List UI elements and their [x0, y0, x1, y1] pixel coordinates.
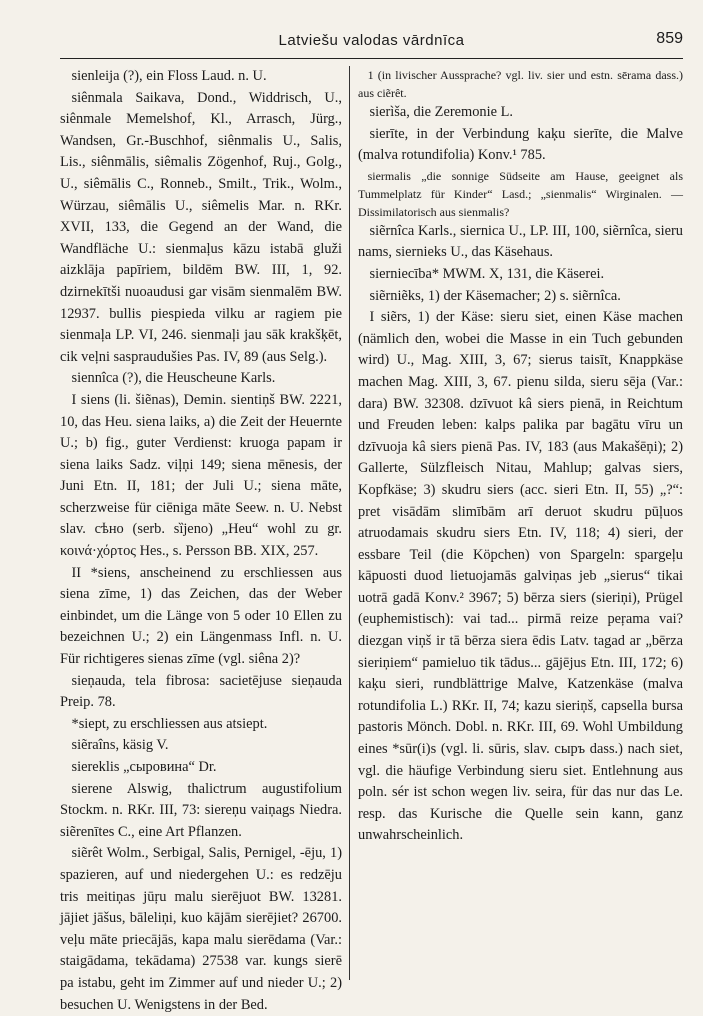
entry-siers: I siẽrs, 1) der Käse: sieru siet, einen Käse machen (nämlich den, wobei die Masse in ein Tuch gebunden wird) U., Mag. XIII, 3, 67; sierus taisīt, Knappkäse machen Mag. XIII, 3, 67. pienu silda, sieru sēja (Var.: dara) BW. 32308. dzīvuot kâ siers pienā, in Reichtum und Freuden leben: kalps palika par bagātu vīru un dzīvuoja kâ siers pienā Pas. IV, 183 (aus Makašēņi); 2) Gallerte, Sülzfleisch Nitau, Mahlup; galvas siers, Kopfkäse; 3) skudru siers (acc. sieri Etn. II, 55) „?“: pret visādām slimībām arī deruot skudru pūļuos atruodamais skudru siers Etn. IV, 118; 4) sieri, der essbare Teil (die Köpchen) von Spargeln: spargeļu kāpuosti duod lietuojamās galviņas jeb „sierus“ tikai uotrā gadā Konv.² 3967; 5) bērza siers (sieriņi), Prügel (euphemistisch): vai tad... pirmā reize peŗama vai? diezgan viņš ir tā bērza siera ēdis Latv. tagad ar „bērza sieriņiem“ pamieluo tik tādus... gājējus Etn. III, 172; 6) kaķu sieri, rundblättrige Malve, Katzenkäse (malva rotundifolia L.) RKr. II, 74; kazu sieriņš, capsella bursa pastoris Mönch. Dobl. n. RKr. III, 69. Wohl Umbildung eines *sūr(i)s (vgl. li. sūris, slav. сыръ dass.) nach siet, vgl. die häufige Verbindung sieru siet. Entlehnung aus poln. sér ist schon wegen liv. seira, für das nur das Le. resp. das Kurische die Quelle sein kann, ganz unwahrscheinlich.	[358, 309, 683, 844]
running-title: Latviešu valodas vārdnīca	[278, 32, 465, 49]
entry-sienauda: sieņauda, tela fibrosa: sacietējuse sieņauda Preip. 78.	[60, 672, 342, 711]
entry-siernieks: siẽrniẽks, 1) der Käsemacher; 2) s. siẽrnîca.	[369, 287, 621, 304]
entry-sierite: sierīte, in der Verbindung kaķu sierīte, die Malve (malva rotundifolia) Konv.¹ 785.	[358, 125, 683, 164]
entry-siernica: siẽrnîca Karls., siernica U., LP. III, 100, siẽrnîca, sieru nams, siernieks U., das Käsehaus.	[358, 222, 683, 261]
entry-siennica: siennîca (?), die Heuscheune Karls.	[71, 370, 276, 387]
entry-sierisa: sierìša, die Zeremonie L.	[369, 104, 513, 120]
entry-sierniecība: sierniecība* MWM. X, 131, die Käserei.	[369, 265, 605, 282]
entry-siereklis: siereklis „сыровина“ Dr.	[71, 759, 217, 775]
column-divider	[349, 66, 350, 980]
entry-siermalis: siermalis „die sonnige Südseite am Hause, geeignet als Tummelplatz für Kinder“ Lasd.; „sienmalis“ Wirginalen. — Dissimilatorisch aus sienmalis?	[358, 168, 683, 219]
entry-siept: *siept, zu erschliessen aus atsiept.	[71, 715, 268, 732]
entry-sieret: siẽrêt Wolm., Serbigal, Salis, Pernigel, -ēju, 1) spazieren, auf und niedergehen U.: es redzēju tris meitiņas jūŗu malu sierējuot BW. 13281. jājiet jāšus, bāleliņi, kuo kājām sierējiet? 26700. veļu māte priecājās, kapa malu sierēdama (Var.: staigādama, tekādama) 27538 var. kungs sierē pa istabu, geht im Zimmer auf und nieder U.; 2) besuchen U. Wenigstens in der Bed.	[60, 845, 342, 1013]
entry-sierene: sierene Alswig, thalictrum augustifolium Stockm. n. RKr. III, 73: siereņu vaiņags Niedra. siẽrenītes C., eine Art Pflanzen.	[60, 780, 342, 840]
page-header	[60, 30, 683, 59]
page-number: 859	[656, 30, 683, 47]
entry-continuation: 1 (in livischer Aussprache? vgl. liv. sier und estn. sērama dass.) aus ciẽrêt.	[358, 68, 683, 100]
entry-sienmala: siênmala Saikava, Dond., Widdrisch, U., siênmale Memelshof, Kl., Arrasch, Jürg., Wandsen, Gr.-Buschhof, siênmalis U., Salis, Lis., siênmālis, siêmalis Zögenhof, Ruj., Golg., U., siêmālis C., Ronneb., Smilt., Trik., Wolm., Würzau, siêmālis U., siêmelis Mar. n. RKr. XVII, 133, die Gegend an der Wand, die Wandfläche U.: sienmaļus kāzu istabā gluži aizklāja papīriem, bildēm BW. III, 1, 92. dzirnekītši nuoaudusi gar visām sienmalēm BW. 12937. bullis piespieda vilku ar ragiem pie sienmaļa LP. VI, 246. sienmaļi jau sāk krakšķēt, cik veļni saspraudušies Pas. IV, 89 (aus Selg.).	[60, 89, 342, 365]
right-column	[358, 66, 683, 980]
entry-sienleija: sienleija (?), ein Floss Laud. n. U.	[71, 68, 267, 84]
entry-siens-1: I siens (li. šiẽnas), Demin. sientiņš BW. 2221, 10, das Heu. siena laiks, a) die Zeit der Heuernte U.; b) fig., guter Verdienst: kruoga papam ir siena laiks Sadz. viļņi 149; siena mēnesis, der Juni Etn. II, 181; der Juli U.; siena māte, scherzweise für ciēniga māte Seew. n. U. Nebst slav. сѣно (serb. sȉjeno) „Heu“ wohl zu gr. κοινά·χόρτος Hes., s. Persson BB. XIX, 257.	[60, 391, 342, 560]
left-column	[60, 66, 342, 1013]
entry-sierains: siẽraîns, käsig V.	[71, 737, 169, 754]
entry-siens-2: II *siens, anscheinend zu erschliessen aus siena zīme, 1) das Zeichen, das der Weber einbindet, um die Länge von 5 oder 10 Ellen zu bezeichnen U.; 2) ein Längenmass Infl. n. U. Für richtigeres sienas zīme (vgl. siêna 2)?	[60, 564, 342, 668]
